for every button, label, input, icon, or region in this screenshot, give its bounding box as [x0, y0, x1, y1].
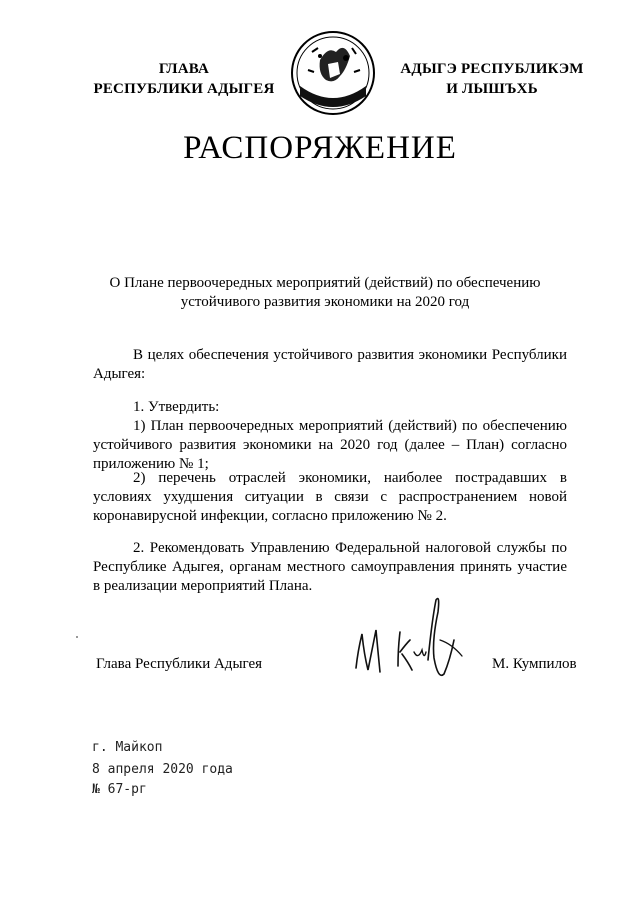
signatory-title: Глава Республики Адыгея [96, 656, 263, 672]
paragraph-item2-text: 2) перечень отраслей экономики, наиболее пострадавших в условиях ухудшения ситуации в связи с распространением новой коронавирусной инфекции, согласно приложению № 2. [93, 470, 567, 524]
paragraph-approve-text: 1. Утвердить: [133, 399, 220, 415]
paragraph-approve [93, 398, 567, 417]
header-right [392, 59, 592, 99]
paragraph-intro-text: В целях обеспечения устойчивого развития экономики Республики Адыгея: [93, 347, 567, 382]
header-left-line1: ГЛАВА [158, 61, 210, 77]
paragraph-item1-text: 1) План первоочередных мероприятий (действий) по обеспечению устойчивого развития экономики на 2020 год (далее – План) согласно приложению № 1; [93, 418, 567, 472]
paragraph-item2 [93, 469, 567, 526]
margin-mark [76, 636, 78, 638]
subject-line2: устойчивого развития экономики на 2020 год [180, 294, 470, 310]
paragraph-item1 [93, 417, 567, 474]
handwritten-signature [340, 590, 470, 700]
issue-date: 8 апреля 2020 года [92, 762, 233, 777]
header-right-line2: И ЛЫШЪХЬ [446, 81, 538, 97]
paragraph-recommend-text: 2. Рекомендовать Управлению Федеральной налоговой службы по Республике Адыгея, органам местного самоуправления принять участие в реализации мероприятий Плана. [93, 540, 567, 594]
subject-line1: О Плане первоочередных мероприятий (действий) по обеспечению [109, 275, 541, 291]
issue-place: г. Майкоп [92, 740, 163, 755]
coat-of-arms-emblem [290, 30, 376, 116]
header-right-line1: АДЫГЭ РЕСПУБЛИКЭМ [400, 61, 584, 77]
header-left-line2: РЕСПУБЛИКИ АДЫГЕЯ [93, 81, 275, 97]
signatory-name: М. Кумпилов [492, 656, 577, 672]
paragraph-recommend [93, 539, 567, 596]
document-type-title: РАСПОРЯЖЕНИЕ [183, 130, 457, 166]
document-subject [90, 274, 560, 312]
paragraph-intro [93, 346, 567, 384]
header-left [86, 59, 282, 99]
document-number: № 67-рг [92, 782, 147, 797]
